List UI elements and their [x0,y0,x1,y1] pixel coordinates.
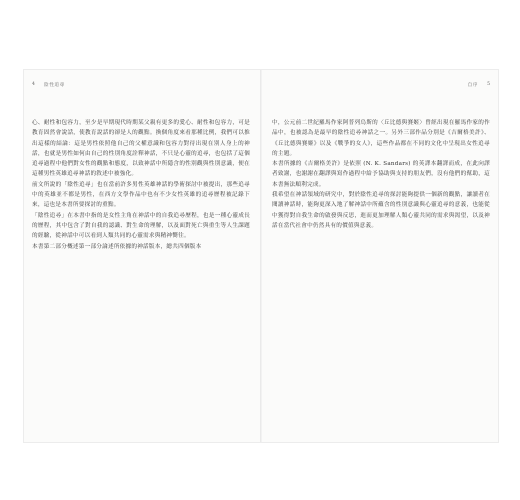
paragraph: 中，公元前二世紀羅馬作家阿普列烏斯的〈丘比德與賽姬〉曾經出現在羅馬作家的作品中，也被認為是最早的陰性追尋神話之一。另外三部作品分別是《吉爾格美許》、《丘比德與賽姬》以及《戰爭的女人》，這些作品都在不同的文化中呈現出女性追尋的主題。 [272,120,490,157]
right-page [272,80,490,430]
left-running-head-title: 陰性追尋 [44,83,65,88]
paragraph: 心、耐性和包容力，至少是早期現代時期某父親有更多的愛心、耐性和包容力，可是教育固然會說話，使教育說話的卻是人的觀點。換個角度來看那種比例，我們可以推出這樣的結論：這是男性依照他自己的父權意識和包容力對待出現在別人身上的神話，也就是男性如何由自己的性別角度詮釋神話，不只是心靈的追尋，也包括了這個追尋過程中他們對女性的觀點和態度，以致神話中所隱含的性別觀與性別意識，便在這種男性英雄追尋神話的敘述中被強化。 [32,120,250,178]
right-running-head [272,80,490,94]
left-page-number: 4 [32,82,35,87]
book-spread [24,70,498,442]
paragraph: 本書所據的《吉爾格美許》是依照 (N. K. Sandars) 的英譯本翻譯而成，在此向譯者致謝，也謝謝在翻譯與寫作過程中給予協助與支持的朋友們，沒有他們的幫助，這本書無法順利完成。 [272,161,490,188]
right-page-number: 5 [487,82,490,87]
book-gutter [260,70,262,442]
right-body-text [272,94,490,231]
left-body-text [32,94,250,252]
paragraph: 「陰性追尋」在本書中指的是女性主角在神話中的自我追尋歷程，也是一種心靈成長的歷程，其中包含了對自我的認識、對生命的理解，以及面對死亡與重生等人生課題的經驗，從神話中可以看到人類共同的心靈需求與精神嚮往。 [32,212,250,240]
paragraph: 前文所說的「陰性追尋」也在當前許多男性英雄神話的學術探討中被提出，那些追尋中的英雄並不都是男性，在西方文學作品中也有不少女性英雄的追尋歷程被記錄下來，這也是本書所要探討的重點。 [32,181,250,209]
left-page [32,80,250,430]
paragraph: 我希望在神話領域的研究中，對於陰性追尋的探討能夠提供一個新的觀點，讓讀者在閱讀神話時，能夠更深入地了解神話中所蘊含的性別意識與心靈追尋的意義，也能從中獲得對自我生命的啟發與反思，進而更加理解人類心靈共同的需求與渴望，以及神話在當代社會中仍然具有的價值與意義。 [272,192,490,229]
left-running-head [32,80,250,94]
paragraph: 本書第二部分概述第一部分論述所依據的神話版本，總共四個版本 [32,243,202,250]
right-running-head-title: 自序 [467,83,478,88]
